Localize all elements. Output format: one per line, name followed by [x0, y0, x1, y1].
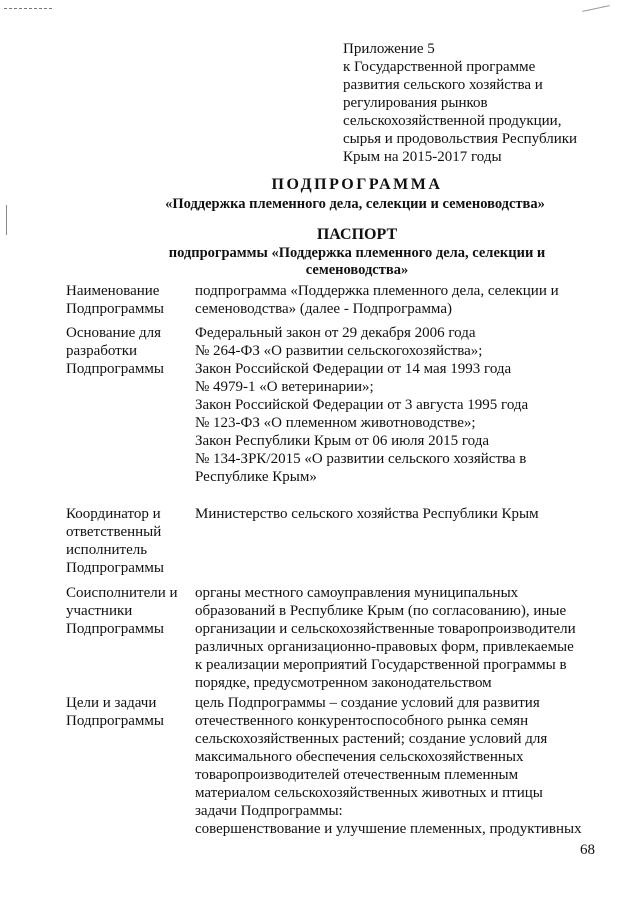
row-value	[195, 282, 635, 318]
row-value	[195, 505, 635, 523]
appendix-line: сырья и продовольствия Республики	[343, 131, 578, 147]
row-label	[66, 324, 194, 378]
row-value	[195, 324, 635, 486]
row-label-line: Основание для	[66, 325, 162, 341]
row-label-line: Подпрограммы	[66, 560, 164, 576]
row-label-line: Подпрограммы	[66, 361, 164, 377]
row-label	[66, 282, 194, 318]
row-label-line: ответственный	[66, 524, 162, 540]
row-label	[66, 694, 194, 730]
row-value-line: совершенствование и улучшение племенных, продуктивных	[195, 821, 582, 837]
row-value-line: Федеральный закон от 29 декабря 2006 года	[195, 325, 476, 341]
row-label-line: Подпрограммы	[66, 713, 164, 729]
row-label	[66, 505, 194, 577]
row-value-line: № 123-ФЗ «О племенном животноводстве»;	[195, 415, 476, 431]
row-value-line: максимального обеспечения сельскохозяйственных	[195, 749, 524, 765]
row-label-line: Подпрограммы	[66, 621, 164, 637]
row-value-line: семеноводства» (далее - Подпрограмма)	[195, 301, 452, 317]
appendix-note	[343, 40, 633, 166]
passport-name-line: семеноводства»	[305, 262, 409, 278]
appendix-line: Приложение 5	[343, 41, 435, 57]
row-value-line: отечественного конкурентоспособного рынка семян	[195, 713, 529, 729]
scan-artifact-mark	[582, 5, 610, 12]
row-value-line: цель Подпрограммы – создание условий для развития	[195, 695, 540, 711]
appendix-line: регулирования рынков	[343, 95, 488, 111]
row-value-line: порядке, предусмотренном законодательством	[195, 675, 492, 691]
row-label	[66, 584, 194, 638]
row-value-line: Закон Российской Федерации от 3 августа 1995 года	[195, 397, 529, 413]
row-label-line: участники	[66, 603, 133, 619]
passport-heading: ПАСПОРТ	[316, 226, 398, 243]
row-label-line: исполнитель	[66, 542, 148, 558]
passport-name-line: подпрограммы «Поддержка племенного дела, селекции и	[168, 245, 546, 261]
row-label-line: Соисполнители и	[66, 585, 178, 601]
appendix-line: к Государственной программе	[343, 59, 536, 75]
row-value-line: № 264-ФЗ «О развитии сельскогохозяйства»;	[195, 343, 483, 359]
row-value-line: Закон Российской Федерации от 14 мая 1993 года	[195, 361, 512, 377]
row-label-line: Подпрограммы	[66, 301, 164, 317]
row-value-line: органы местного самоуправления муниципальных	[195, 585, 519, 601]
scan-artifact-line	[4, 8, 52, 9]
row-value-line: к реализации мероприятий Государственной программы в	[195, 657, 567, 673]
row-label-line: Цели и задачи	[66, 695, 157, 711]
row-label-line: разработки	[66, 343, 138, 359]
row-value-line: № 134-ЗРК/2015 «О развитии сельского хозяйства в	[195, 451, 527, 467]
row-value-line: подпрограмма «Поддержка племенного дела, селекции и	[195, 283, 559, 299]
row-value-line: организации и сельскохозяйственные товаропроизводители	[195, 621, 576, 637]
subprogram-heading: ПОДПРОГРАММА	[271, 176, 443, 193]
row-value-line: Республике Крым»	[195, 469, 317, 485]
row-value-line: товаропроизводителей отечественным племенным	[195, 767, 519, 783]
row-label-line: Наименование	[66, 283, 160, 299]
passport-name	[0, 245, 640, 279]
subprogram-name: «Поддержка племенного дела, селекции и семеноводства»	[165, 196, 545, 212]
row-value	[195, 584, 635, 692]
row-value	[195, 694, 635, 838]
row-label-line: Координатор и	[66, 506, 161, 522]
appendix-line: сельскохозяйственной продукции,	[343, 113, 562, 129]
row-value-line: задачи Подпрограммы:	[195, 803, 343, 819]
appendix-line: Крым на 2015-2017 годы	[343, 149, 502, 165]
row-value-line: образований в Республике Крым (по согласованию), иные	[195, 603, 567, 619]
row-value-line: сельскохозяйственных растений; создание условий для	[195, 731, 548, 747]
row-value-line: материалом сельскохозяйственных животных и птицы	[195, 785, 543, 801]
page-number: 68	[580, 842, 595, 858]
row-value-line: различных организационно-правовых форм, привлекаемые	[195, 639, 574, 655]
row-value-line: Министерство сельского хозяйства Республики Крым	[195, 506, 539, 522]
row-value-line: Закон Республики Крым от 06 июля 2015 года	[195, 433, 490, 449]
appendix-line: развития сельского хозяйства и	[343, 77, 543, 93]
row-value-line: № 4979-1 «О ветеринарии»;	[195, 379, 374, 395]
